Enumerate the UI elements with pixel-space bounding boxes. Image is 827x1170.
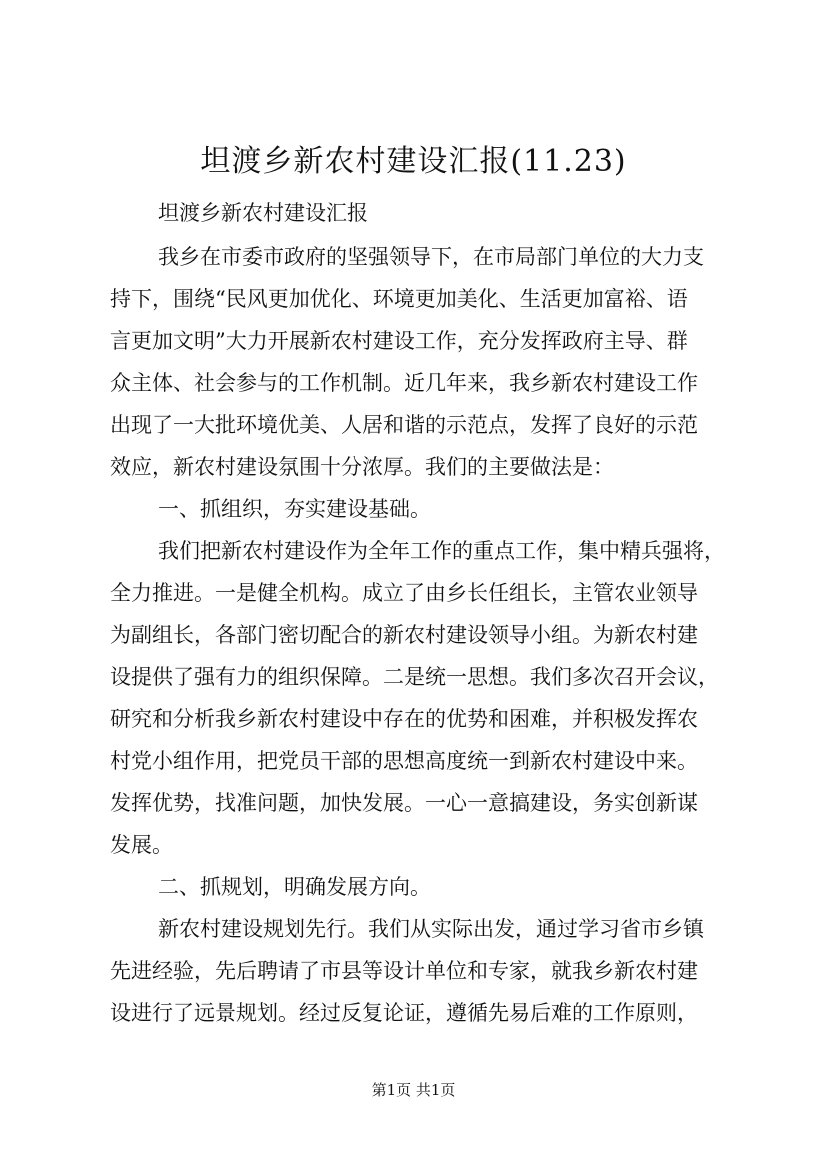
paragraph-line: 为副组长，各部门密切配合的新农村建设领导小组。为新农村建: [110, 623, 698, 647]
paragraph-line: 效应，新农村建设氛围十分浓厚。我们的主要做法是：: [110, 455, 614, 479]
paragraph-line: 众主体、社会参与的工作机制。近几年来，我乡新农村建设工作: [110, 371, 698, 395]
paragraph-line: 我乡在市委市政府的坚强领导下，在市局部门单位的大力支: [158, 245, 704, 269]
paragraph-line: 持下，围绕“民风更加优化、环境更加美化、生活更加富裕、语: [110, 287, 688, 311]
paragraph-line: 全力推进。一是健全机构。成立了由乡长任组长，主管农业领导: [110, 581, 698, 605]
paragraph-line: 新农村建设规划先行。我们从实际出发，通过学习省市乡镇: [158, 917, 704, 941]
paragraph-line: 设提供了强有力的组织保障。二是统一思想。我们多次召开会议，: [110, 665, 719, 689]
document-body: [110, 236, 725, 1034]
paragraph-line: 言更加文明”大力开展新农村建设工作，充分发挥政府主导、群: [110, 329, 688, 353]
section-heading: 一、抓组织，夯实建设基础。: [158, 497, 431, 521]
page-number: 第1页 共1页: [371, 1081, 456, 1099]
page-footer: [0, 1080, 827, 1100]
document-title: 坦渡乡新农村建设汇报(11.23): [200, 144, 627, 179]
paragraph-line: 发展。: [110, 833, 173, 857]
paragraph-line: 村党小组作用，把党员干部的思想高度统一到新农村建设中来。: [110, 749, 698, 773]
section-heading: 二、抓规划，明确发展方向。: [158, 875, 431, 899]
document-subtitle: 坦渡乡新农村建设汇报: [158, 201, 368, 225]
paragraph-line: 先进经验，先后聘请了市县等设计单位和专家，就我乡新农村建: [110, 959, 698, 983]
paragraph-line: 我们把新农村建设作为全年工作的重点工作，集中精兵强将，: [158, 539, 725, 563]
paragraph-line: 设进行了远景规划。经过反复论证，遵循先易后难的工作原则，: [110, 1001, 698, 1025]
paragraph-line: 发挥优势，找准问题，加快发展。一心一意搞建设，务实创新谋: [110, 791, 698, 815]
paragraph-line: 出现了一大批环境优美、人居和谐的示范点，发挥了良好的示范: [110, 413, 698, 437]
paragraph-line: 研究和分析我乡新农村建设中存在的优势和困难，并积极发挥农: [110, 707, 698, 731]
